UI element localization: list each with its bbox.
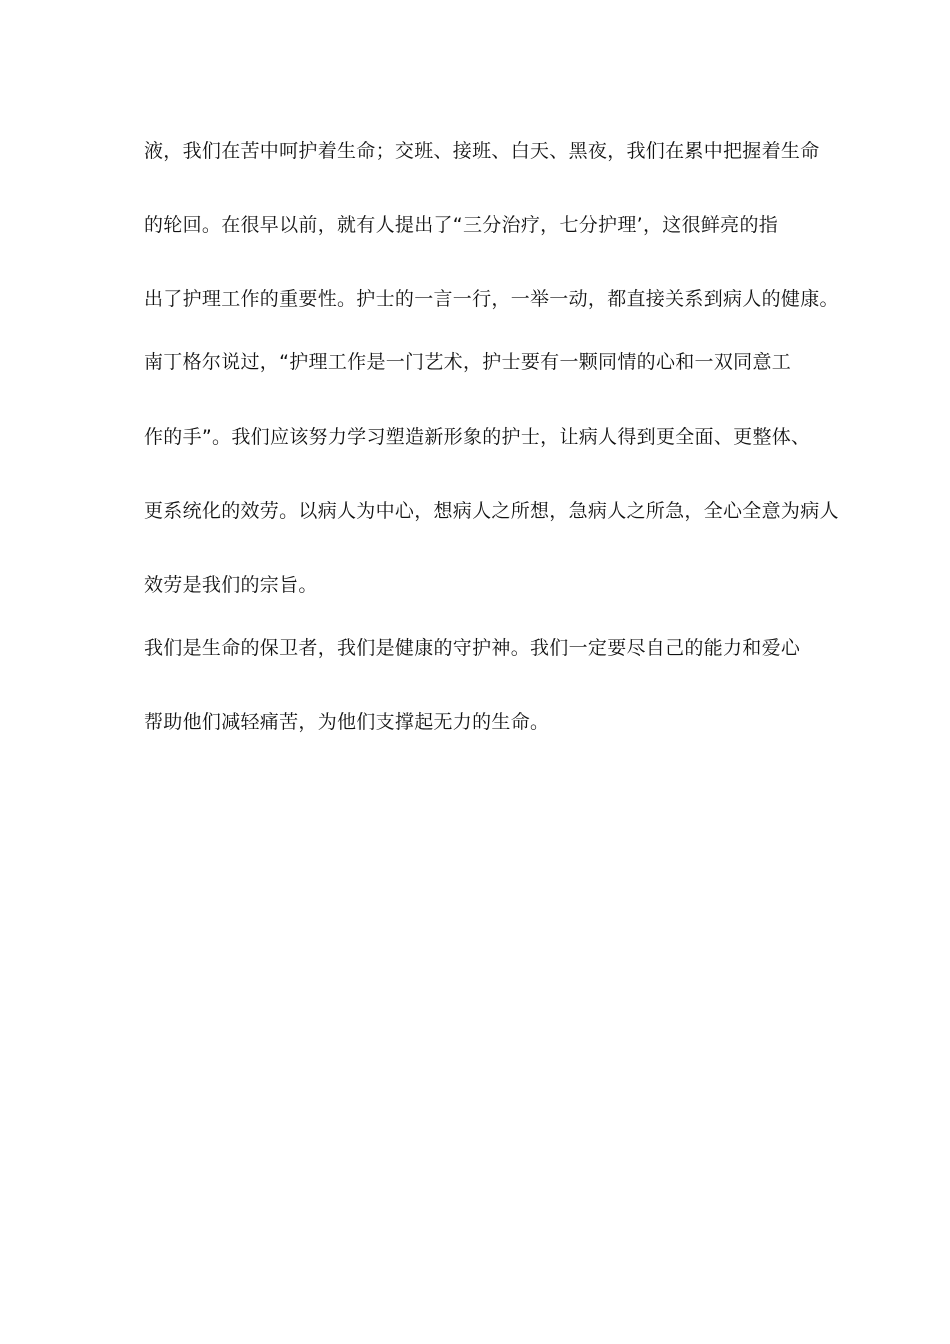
text-line: 作的手”。我们应该努力学习塑造新形象的护士，让病人得到更全面、更整体、 — [144, 426, 811, 448]
text-line: 的轮回。在很早以前，就有人提出了“三分治疗，七分护理’，这很鲜亮的指 — [144, 214, 779, 236]
text-line: 南丁格尔说过，“护理工作是一门艺术，护士要有一颗同情的心和一双同意工 — [144, 351, 792, 373]
text-line: 更系统化的效劳。以病人为中心，想病人之所想，急病人之所急，全心全意为病人 — [144, 500, 839, 522]
text-line: 帮助他们减轻痛苦，为他们支撑起无力的生命。 — [144, 711, 550, 733]
text-line: 我们是生命的保卫者，我们是健康的守护神。我们一定要尽自己的能力和爱心 — [144, 637, 801, 659]
text-line: 液，我们在苦中呵护着生命；交班、接班、白天、黑夜，我们在累中把握着生命 — [144, 140, 820, 162]
text-line: 出了护理工作的重要性。护士的一言一行，一举一动，都直接关系到病人的健康。 — [144, 288, 839, 310]
text-line: 效劳是我们的宗旨。 — [144, 574, 318, 596]
